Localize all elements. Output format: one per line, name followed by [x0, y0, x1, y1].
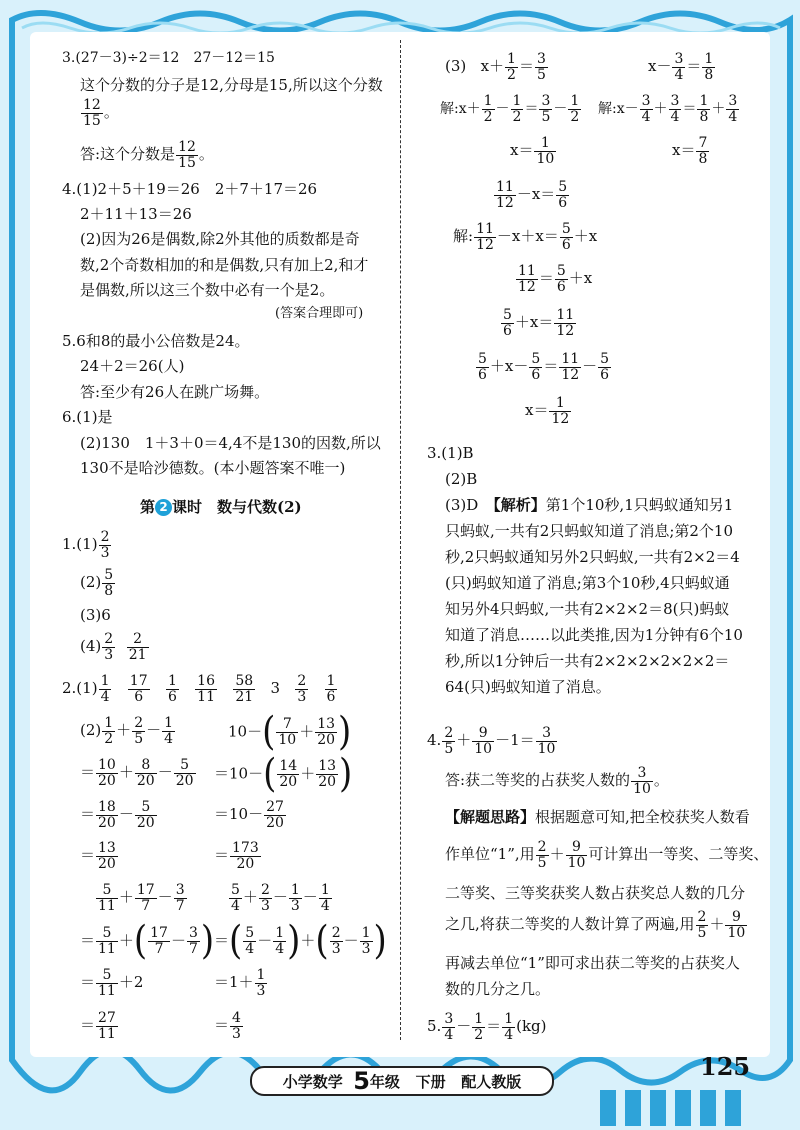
r3d-l4: (只)蚂蚁知道了消息;第3个10秒,4只蚂蚁通 [445, 574, 730, 592]
r4-t3: 二等奖、三等奖获奖人数占获奖总人数的几分 [445, 884, 746, 902]
column-divider [400, 40, 401, 1040]
s2-c2: ＝ $\frac{5}{11}$ ＋( $\frac{17}{7}$ － $\frac{3}{7}$ ) [80, 917, 215, 964]
r-q3-sol2: 解:x－ $\frac{3}{4}$ ＋ $\frac{3}{4}$ ＝ $\frac{1}{8}$ ＋ $\frac{3}{4}$ [598, 93, 738, 125]
fraction: $\frac{12}{15}$ [178, 139, 196, 171]
r4-t1: 【解题思路】根据题意可知,把全校获奖人数看 [445, 808, 750, 826]
q4-l3: (2)因为26是偶数,除2外其他的质数都是奇 [80, 230, 360, 248]
s1-p4: (4) $\frac{2}{3}$ $\frac{2}{21}$ [80, 631, 147, 663]
r-q3-eq3-s2: $\frac{11}{12}$ ＝ $\frac{5}{6}$ ＋x [518, 263, 593, 295]
r-q3-eq3-s5: x＝ $\frac{1}{12}$ [525, 395, 570, 427]
s2-d1: $\frac{5}{4}$ ＋ $\frac{2}{3}$ － $\frac{1}{3}$ － $\frac{1}{4}$ [231, 882, 330, 914]
s2-a3: ＝ $\frac{18}{20}$ － $\frac{5}{20}$ [80, 799, 155, 831]
r-q3-eq3-s4: $\frac{5}{6}$ ＋x－ $\frac{5}{6}$ ＝ $\frac{11}{12}$ － $\frac{5}{6}$ [478, 351, 610, 383]
footer-subject: 小学数学 [282, 1073, 343, 1091]
q5-l2: 24＋2＝26(人) [80, 357, 185, 375]
r5-eq: 5. $\frac{3}{4}$ － $\frac{1}{2}$ ＝ $\frac{1}{4}$ (kg) [427, 1011, 547, 1043]
s2-d4: ＝ $\frac{4}{3}$ [214, 1010, 241, 1042]
footer-grade: 5 [353, 1067, 370, 1095]
s1-p3: (3)6 [80, 606, 111, 624]
r3d-l5: 知另外4只蚂蚁,一共有2×2×2＝8(只)蚂蚁 [445, 600, 730, 618]
r-q3-x1: x＝ $\frac{1}{10}$ [510, 135, 555, 167]
q3-answer: 答:这个分数是 $\frac{12}{15}$ 。 [80, 139, 214, 171]
s2-b1: 10－( $\frac{7}{10}$ ＋ $\frac{13}{20}$ ) [228, 708, 352, 755]
s2-d2: ＝( $\frac{5}{4}$ － $\frac{1}{4}$ )＋( $\frac{2}{3}$ － $\frac{1}{3}$ ) [214, 917, 387, 964]
footer-grade-suffix: 年级 [369, 1073, 400, 1091]
r3d-l3: 秒,2只蚂蚁通知另外2只蚂蚁,一共有2×2＝4 [445, 548, 740, 566]
q6-l3: 130不是哈沙德数。(本小题答案不唯一) [80, 459, 346, 477]
r3d-l6: 知道了消息……以此类推,因为1分钟有6个10 [445, 626, 743, 644]
q5-l3: 答:至少有26人在跳广场舞。 [80, 383, 270, 401]
q4-l4: 数,2个奇数相加的和是偶数,只有加上2,和才 [80, 256, 369, 274]
r4-t2: 作单位“1”,用 $\frac{2}{5}$ ＋ $\frac{9}{10}$ 可计算出一等奖、二等奖、 [445, 839, 769, 871]
s2-b2: ＝10－( $\frac{14}{20}$ ＋ $\frac{13}{20}$ ) [214, 750, 353, 797]
footer-volume: 下册 [415, 1073, 446, 1091]
page-number: 125 [700, 1052, 751, 1081]
s2-d3: ＝1＋ $\frac{1}{3}$ [214, 967, 266, 999]
q5-l1: 5.6和8的最小公倍数是24。 [62, 332, 250, 350]
q4-l2: 2＋11＋13＝26 [80, 205, 192, 223]
s2-c1: $\frac{5}{11}$ ＋ $\frac{17}{7}$ － $\frac{3}{7}$ [98, 882, 185, 914]
r4-answer: 答:获二等奖的占获奖人数的 $\frac{3}{10}$ 。 [445, 765, 669, 797]
r4-t6: 数的几分之几。 [445, 980, 551, 998]
s2-b4: ＝ $\frac{173}{20}$ [214, 840, 259, 872]
r-q3-left-eq: (3) x＋ $\frac{1}{2}$ ＝ $\frac{3}{5}$ [445, 51, 546, 83]
s2-p1: 2.(1) $\frac{1}{4}$ $\frac{17}{6}$ $\frac{1}{6}$ $\frac{16}{11}$ $\frac{58}{21}$ 3 $\frac{2}{3}$ $\frac{1}{6}$ [62, 673, 336, 705]
s2-a4: ＝ $\frac{13}{20}$ [80, 840, 116, 872]
r-q3-x2: x＝ $\frac{7}{8}$ [672, 135, 708, 167]
s1-p1: 1.(1) $\frac{2}{3}$ [62, 529, 110, 561]
q4-l1: 4.(1)2＋5＋19＝26 2＋7＋17＝26 [62, 180, 318, 198]
r3-l1: 3.(1)B [427, 444, 474, 462]
q4-l5: 是偶数,所以这三个数中必有一个是2。 [80, 281, 335, 299]
r3d-l7: 秒,所以1分钟后一共有2×2×2×2×2×2＝ [445, 652, 730, 670]
s2-a1: (2) $\frac{1}{2}$ ＋ $\frac{2}{5}$ － $\frac{1}{4}$ [80, 715, 174, 747]
footer-banner [250, 1066, 554, 1096]
s2-c3: ＝ $\frac{5}{11}$ ＋2 [80, 967, 144, 999]
q6-l1: 6.(1)是 [62, 408, 113, 426]
r-q3-right-eq: x－ $\frac{3}{4}$ ＝ $\frac{1}{8}$ [648, 51, 714, 83]
r4-eq: 4. $\frac{2}{5}$ ＋ $\frac{9}{10}$ －1＝ $\frac{3}{10}$ [427, 725, 556, 757]
r-q3-eq3: $\frac{11}{12}$ －x＝ $\frac{5}{6}$ [496, 179, 568, 211]
r4-t4: 之几,将获二等奖的人数计算了两遍,用 $\frac{2}{5}$ ＋ $\frac{9}{10}$ [445, 909, 746, 941]
r3d-l1: (3)D 【解析】第1个10秒,1只蚂蚁通知另1 [445, 496, 734, 514]
q6-l2: (2)130 1＋3＋0＝4,4不是130的因数,所以 [80, 434, 381, 452]
q3-expr: 3.(27－3)÷2＝12 27－12＝15 [62, 50, 275, 66]
r-q3-eq3-s1: 解: $\frac{11}{12}$ －x＋x＝ $\frac{5}{6}$ ＋x [453, 221, 598, 253]
r-q3-eq3-s3: $\frac{5}{6}$ ＋x＝ $\frac{11}{12}$ [503, 307, 575, 339]
s2-b3: ＝10－ $\frac{27}{20}$ [214, 799, 284, 831]
fraction: $\frac{12}{15}$ [83, 97, 101, 129]
r-q3-sol1: 解:x＋ $\frac{1}{2}$ － $\frac{1}{2}$ ＝ $\frac{3}{5}$ － $\frac{1}{2}$ [440, 93, 580, 125]
s2-a2: ＝ $\frac{10}{20}$ ＋ $\frac{8}{20}$ － $\frac{5}{20}$ [80, 757, 194, 789]
section-title: 第 2 课时 数与代数(2) [140, 498, 302, 516]
r4-t5: 再减去单位“1”即可求出获二等奖的占获奖人 [445, 954, 740, 972]
q3-text1: 这个分数的分子是12,分母是15,所以这个分数 [80, 76, 383, 94]
s2-c4: ＝ $\frac{27}{11}$ [80, 1010, 116, 1042]
q4-note: (答案合理即可) [275, 306, 364, 321]
q3-text2: $\frac{12}{15}$ 。 [83, 97, 119, 129]
lesson-number-badge: 2 [155, 499, 172, 516]
r3d-l2: 只蚂蚁,一共有2只蚂蚁知道了消息;第2个10 [445, 522, 733, 540]
footer-edition: 配人教版 [461, 1073, 522, 1091]
r3d-l8: 64(只)蚂蚁知道了消息。 [445, 678, 611, 696]
s1-p2: (2) $\frac{5}{8}$ [80, 567, 114, 599]
r3-l2: (2)B [445, 470, 478, 488]
